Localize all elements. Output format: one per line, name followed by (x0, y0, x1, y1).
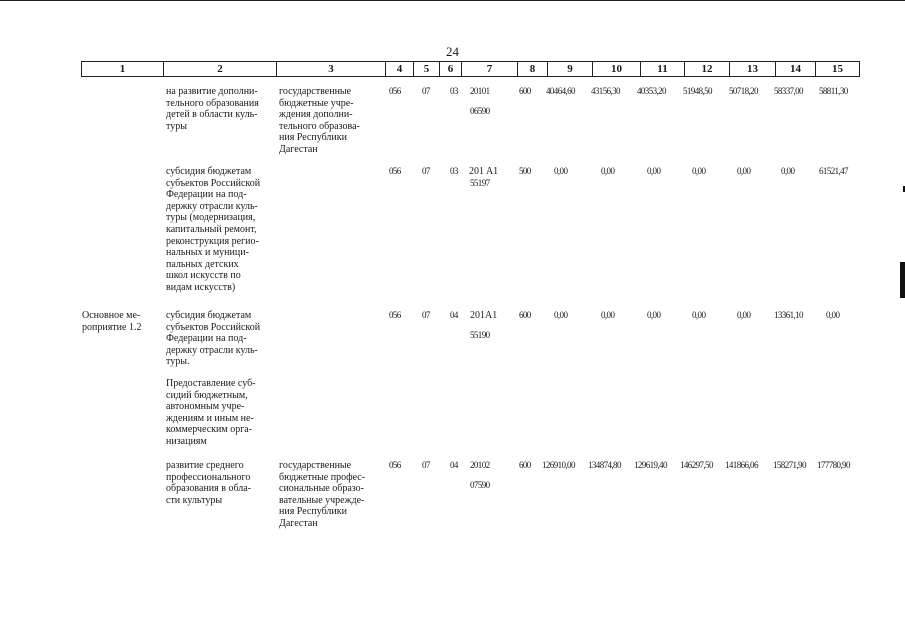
cell-col9: 0,00 (554, 166, 568, 176)
cell-col7-code-2: 07590 (470, 480, 490, 490)
header-col-5: 5 (414, 62, 440, 77)
cell-col10: 0,00 (601, 310, 615, 320)
header-col-13: 13 (730, 62, 776, 77)
cell-col6: 03 (450, 166, 458, 176)
row-description: субсидия бюджетам субъектов Российской Федерации на под- держку отрасли куль- туры. (166, 310, 261, 368)
row-executor: государственные бюджетные профес- сиональные образо- вательные учрежде- ния Республики Дагестан (279, 460, 366, 529)
cell-col8: 600 (519, 460, 531, 470)
page-number: 24 (446, 44, 459, 59)
cell-col9: 40464,60 (546, 86, 575, 96)
top-border-line (0, 0, 905, 1)
cell-col11: 129619,40 (634, 460, 667, 470)
cell-col4: 056 (389, 310, 401, 320)
header-col-3: 3 (277, 62, 386, 77)
row-description: на развитие дополни- тельного образования детей в области куль- туры (166, 86, 259, 132)
cell-col7-code: 201 A1 (469, 166, 499, 177)
cell-col11: 0,00 (647, 166, 661, 176)
cell-col13: 0,00 (737, 166, 751, 176)
cell-col7-code: 201A1 (470, 310, 498, 321)
row-measure-label: Основное ме- роприятие 1.2 (82, 310, 142, 333)
cell-col10: 0,00 (601, 166, 615, 176)
cell-col15: 61521,47 (819, 166, 848, 176)
cell-col6: 04 (450, 460, 458, 470)
cell-col8: 600 (519, 310, 531, 320)
cell-col12: 0,00 (692, 166, 706, 176)
cell-col4: 056 (389, 86, 401, 96)
cell-col14: 58337,00 (774, 86, 803, 96)
header-col-12: 12 (685, 62, 730, 77)
header-col-4: 4 (386, 62, 414, 77)
header-col-2: 2 (164, 62, 277, 77)
header-col-6: 6 (440, 62, 462, 77)
cell-col15: 0,00 (826, 310, 840, 320)
header-col-11: 11 (641, 62, 685, 77)
cell-col5: 07 (422, 86, 430, 96)
header-col-15: 15 (816, 62, 860, 77)
cell-col10: 134874,80 (588, 460, 621, 470)
header-col-10: 10 (593, 62, 641, 77)
cell-col7-code-2: 06590 (470, 106, 490, 116)
cell-col15: 58811,30 (819, 86, 848, 96)
cell-col12: 146297,50 (680, 460, 713, 470)
cell-col11: 40353,20 (637, 86, 666, 96)
header-col-1: 1 (82, 62, 164, 77)
cell-col6: 04 (450, 310, 458, 320)
cell-col9: 0,00 (554, 310, 568, 320)
cell-col7-code: 20102 (470, 460, 490, 470)
column-header-table (81, 61, 860, 77)
header-col-9: 9 (548, 62, 593, 77)
row-description: субсидия бюджетам субъектов Российской Федерации на под- держку отрасли куль- туры (модернизация, капитальный ремонт, реконструкция регио- нальных и муници- пальных детских школ искусств по видам искусств) (166, 166, 261, 293)
cell-col14: 0,00 (781, 166, 795, 176)
cell-col5: 07 (422, 166, 430, 176)
header-col-8: 8 (518, 62, 548, 77)
cell-col15: 177780,90 (817, 460, 850, 470)
row-executor: государственные бюджетные учре- ждения дополни- тельного образова- ния Республики Дагестан (279, 86, 360, 155)
header-col-7: 7 (462, 62, 518, 77)
cell-col4: 056 (389, 166, 401, 176)
cell-col7-code-2: 55197 (470, 178, 490, 188)
cell-col7-code: 20101 (470, 86, 490, 96)
cell-col10: 43156,30 (591, 86, 620, 96)
scan-edge-mark (900, 262, 905, 298)
cell-col14: 13361,10 (774, 310, 803, 320)
row-description: Предоставление суб- сидий бюджетным, автономным учре- ждениям и иным не- коммерческим орга- низациям (166, 378, 256, 447)
cell-col5: 07 (422, 460, 430, 470)
cell-col5: 07 (422, 310, 430, 320)
cell-col6: 03 (450, 86, 458, 96)
cell-col13: 50718,20 (729, 86, 758, 96)
cell-col12: 0,00 (692, 310, 706, 320)
cell-col4: 056 (389, 460, 401, 470)
header-col-14: 14 (776, 62, 816, 77)
cell-col7-code-2: 55190 (470, 330, 490, 340)
cell-col11: 0,00 (647, 310, 661, 320)
cell-col8: 500 (519, 166, 531, 176)
row-description: развитие среднего профессионального образования в обла- сти культуры (166, 460, 252, 506)
cell-col9: 126910,00 (542, 460, 575, 470)
cell-col13: 0,00 (737, 310, 751, 320)
cell-col14: 158271,90 (773, 460, 806, 470)
cell-col13: 141866,06 (725, 460, 758, 470)
cell-col12: 51948,50 (683, 86, 712, 96)
cell-col8: 600 (519, 86, 531, 96)
